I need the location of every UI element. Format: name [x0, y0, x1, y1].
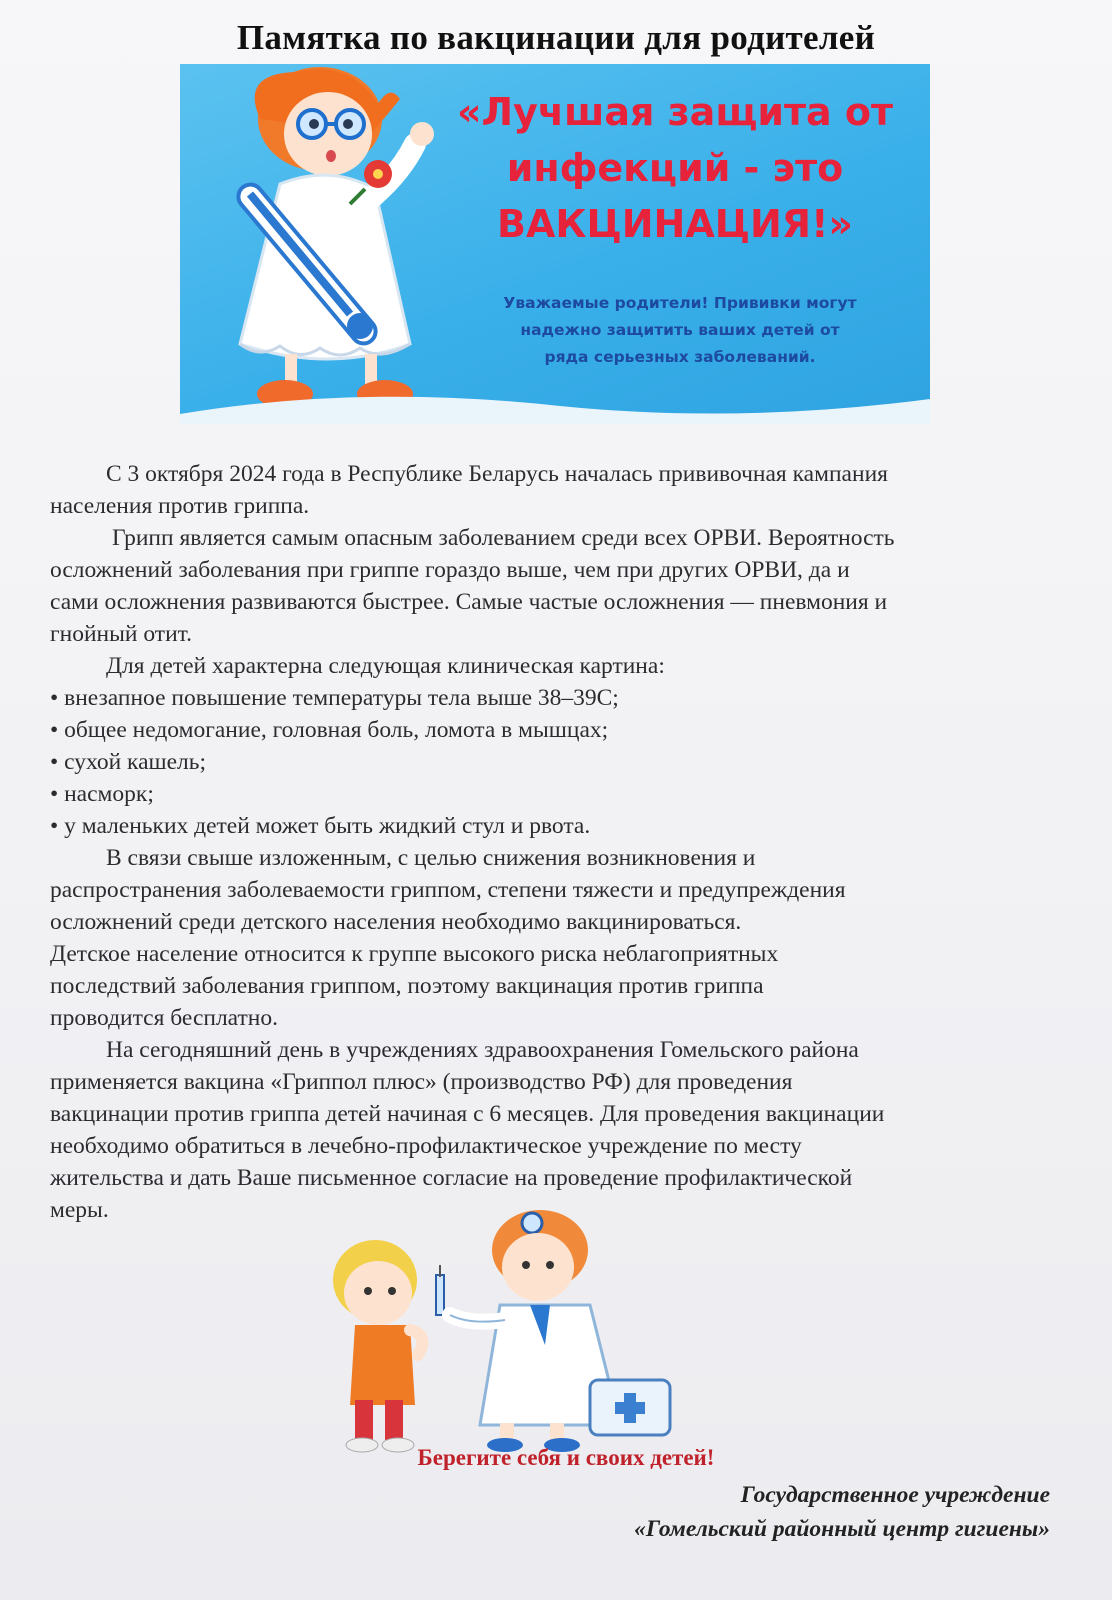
banner-heading-line: «Лучшая защита от	[457, 90, 893, 134]
text-line: распространения заболеваемости гриппом, степени тяжести и предупреждения	[50, 877, 846, 903]
vaccination-banner	[180, 64, 930, 424]
paragraph-vaccine-info	[50, 1034, 1060, 1226]
banner-heading	[455, 84, 895, 252]
text-line: проводится бесплатно.	[50, 1005, 278, 1031]
text-line: осложнений среди детского населения необходимо вакцинироваться.	[50, 909, 742, 935]
list-item: • внезапное повышение температуры тела выше 38–39С;	[50, 685, 619, 711]
banner-sub-line: надежно защитить ваших детей от	[520, 321, 840, 339]
org-line: Государственное учреждение	[740, 1482, 1050, 1508]
list-item: • сухой кашель;	[50, 749, 207, 775]
text-line: На сегодняшний день в учреждениях здравоохранения Гомельского района	[106, 1037, 859, 1063]
banner-wave-decoration	[180, 384, 930, 424]
text-line: Детское население относится к группе высокого риска неблагоприятных	[50, 941, 779, 967]
paragraph-flu-danger	[50, 522, 1060, 650]
text-line: населения против гриппа.	[50, 493, 310, 519]
nurse-illustration	[200, 64, 460, 414]
banner-sub-line: ряда серьезных заболеваний.	[544, 348, 816, 366]
text-line: Для детей характерна следующая клиническая картина:	[106, 653, 665, 679]
banner-subtext	[470, 290, 890, 371]
closing-message: Берегите себя и своих детей!	[417, 1445, 715, 1470]
paragraph-symptoms-intro	[50, 650, 1060, 682]
paragraph-campaign	[50, 458, 1060, 522]
leaflet-body	[50, 458, 1060, 1226]
symptoms-list	[50, 682, 1060, 842]
text-line: меры.	[50, 1197, 109, 1223]
paragraph-vaccination-need	[50, 842, 1060, 1034]
text-line: Грипп является самым опасным заболеванием среди всех ОРВИ. Вероятность	[112, 525, 895, 551]
banner-heading-line: ВАКЦИНАЦИЯ!»	[497, 202, 853, 246]
text-line: жительства и дать Ваше письменное согласие на проведение профилактической	[50, 1165, 853, 1191]
list-item: • насморк;	[50, 781, 154, 807]
text-line: С 3 октября 2024 года в Республике Беларусь началась прививочная кампания	[106, 461, 888, 487]
banner-sub-line: Уважаемые родители! Прививки могут	[503, 294, 857, 312]
text-line: сами осложнения развиваются быстрее. Самые частые осложнения — пневмония и	[50, 589, 888, 615]
text-line: гнойный отит.	[50, 621, 193, 647]
text-line: применяется вакцина «Гриппол плюс» (производство РФ) для проведения	[50, 1069, 793, 1095]
organization-signature	[634, 1478, 1050, 1546]
list-item: • у маленьких детей может быть жидкий стул и рвота.	[50, 813, 591, 839]
banner-heading-line: инфекций - это	[506, 146, 844, 190]
text-line: последствий заболевания гриппом, поэтому вакцинация против гриппа	[50, 973, 764, 999]
org-line: «Гомельский районный центр гигиены»	[634, 1516, 1050, 1542]
page-title: Памятка по вакцинации для родителей	[236, 18, 876, 57]
doctor-child-illustration	[300, 1205, 720, 1455]
text-line: В связи свыше изложенным, с целью снижения возникновения и	[106, 845, 756, 871]
text-line: необходимо обратиться в лечебно-профилактическое учреждение по месту	[50, 1133, 802, 1159]
text-line: осложнений заболевания при гриппе гораздо выше, чем при других ОРВИ, да и	[50, 557, 850, 583]
text-line: вакцинации против гриппа детей начиная с 6 месяцев. Для проведения вакцинации	[50, 1101, 885, 1127]
list-item: • общее недомогание, головная боль, ломота в мышцах;	[50, 717, 609, 743]
